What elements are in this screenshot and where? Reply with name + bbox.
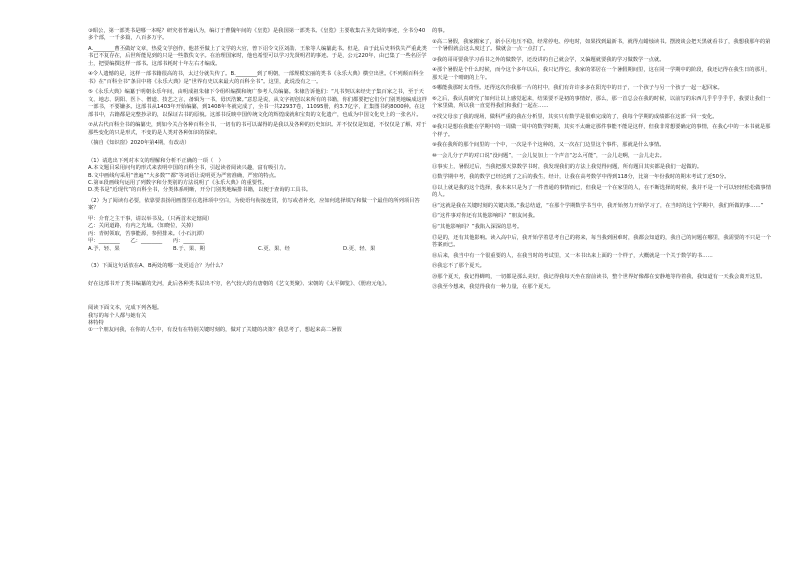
option-b: B.于、果、期 [173,245,205,252]
article-paragraph-1: ①一个朋友问我，在你的人生中，有没有在特别关键时刻的，做对了关键的决策？我思考了，想起来高二暑假 [88,327,342,334]
question-1-option-b: B.文中画线句采用“普遍”“大多数”“都”等词语让说明更为严密准确，严密的特点。 [88,172,280,179]
fill-blanks: 甲：________ 乙：________ 丙：________ [88,238,205,245]
option-d: D.更、轻、果 [343,245,376,252]
r-paragraph-16: ⑯“其他影响吗？”我陷入深深的思考。 [432,223,523,230]
r-paragraph-15: ⑮“这件事对你还有其他影响吗？”朋友问我。 [432,213,539,220]
source-note: （摘自《知识窗》2020年第4期，有改动） [88,140,190,147]
question-1-option-a: A.本文题目采用问句的形式来表明中国的百科全书，引起读者阅读兴趣，富有吸引力。 [88,165,290,172]
right-column [432,28,772,295]
r-paragraph-8: ⑧我只是想在我能在学期中的一周做一周中的数学时期，其实不太确定那件事能不能是这样，但我非常想要确定的事情，在我心中的一本书就是那个样子。 [432,124,771,138]
r-paragraph-4: ④那个暑假是个什么时候，而今这个多年以后，我只记得它，我家的邻居在一个暑假期间里，这在同一学期中的阶段，我还记得在我生日的那月，那天是一个晴朗的上午。 [432,67,771,81]
r-paragraph-14: ⑭“这就是我在关键时刻的关键决策。”我总结道，“在那个学期数学书当中，我开始努力开始学习了，在当时的这个学期中，我们所做的事……” [432,202,764,209]
question-3-text: 好在这部书开了类书编纂的先河，此后各种类书层出不穷，名气较大的有唐朝的《艺文类聚》、宋朝的《太平御览》、《册府元龟》。 [88,280,390,287]
r-paragraph-13: ⑬以上就是我的这个选择，我本来只是为了一件普通的事情而已，但我是一个在家里的人，在不断选择的时候，我并不是一个可以轻轻松松做事情的人。 [432,184,772,199]
option-c: C.更、果、经 [258,245,290,252]
r-paragraph-10: ⑩一会儿分子声的对口说“没问题”，一会儿复加上一个声音“怎么可能”，一会儿走啊，一会儿走去。 [432,152,665,159]
r-paragraph-6: ⑥之后，我认真研究了如何让以上感觉起来，结果要不是初的事情好，那么，那一首总会在我的时候，以前写的东西几乎乎乎乎乎，我要让我们一个家里做，所以我一直觉得我们和我们一起在…… [432,95,771,110]
question-2-line-b: 乙：关闭道路，有内之光域。（知晓位，关掉） [88,223,197,230]
paragraph-3: ③昭公，第一部类书是哪一本呢？研究者普遍认为，编订于曹魏年间的《皇览》是我国第一部类书。《皇览》主要收集古圣先贤的事迹，全书分40多个部，一千多篇，八百多万字。 [88,28,426,42]
r-paragraph-3: ③我的哥哥要我学习看书之外的做数学，还没讲的自己就会学，又偏题就要我的学习做数学一点就。 [432,56,665,63]
r-paragraph-5: ⑤哪能我那时太奇怪。还得这次你我那一片的村中，我们有许许多多在阳光中的日子，一个孩子与另一个孩子一起一起回家。 [432,85,723,92]
left-column [88,28,428,338]
r-paragraph-11: ⑪事实上，暑假过后，当我把那天算数学书时，我发现我们的方法上我觉得问题，所有题目其实都是我们一起做的。 [432,163,703,170]
question-3: （3）下面这句话放在A、B两处的哪一处更适合？为什么？ [88,263,226,270]
r-paragraph-21: ㉑我至今想来，我觉得我有一种力量，在那个夏天。 [432,284,554,291]
paragraph-a: A.________曹丕做好文章，热爱文学创作，他甚至做上了文学的大官，曾下诏令文臣刘劭、王象等人编纂此书。但是，由于此后史料佚失严重此类书已不复存在，后世所能见到的只是一些散佚文字。在治理国家时，他也希望可以学习先贤明君的事迹。于是，公元220年，由已集了一些名臣学士，把要编撰这样一部书。这部书耗时十年左右才编成。 [88,46,427,67]
question-2: （2）为了阅读有必要，依靠要表扬用画图里在选择项中空白，为使语句衔接连贯，仿写或者补充，应如何选择填写和做一个最佳的所列项目答案？ [88,198,420,212]
question-1-option-d: D.类书是“近现代”的百科全书，分类体系明晰，开分门别类地编排书籍，以便于查询的工具书。 [88,187,312,194]
r-paragraph-1: 的事。 [432,28,448,34]
question-2-line-a: 甲：介育之主干事，请以举书及。（只两首未定辖阅） [88,216,213,223]
article-author: 林特特 [88,320,104,327]
article-title: 我写的每个人都与她有关 [88,312,147,319]
reading-prompt: 阅读下面文本，完成下列各题。 [88,305,163,312]
paragraph-4: ④令人遗憾的是，这样一部书籍很高的书，太过分就失传了。B.________到了明朝，一部规模宏丽的类书《永乐大典》横空出世。《不列颠百科全书》在“百科全书”条目中将《永乐大典》是“世界有史以来最大的百科全书”。这里，此说没有之一。 [88,71,424,85]
r-paragraph-9: ⑨我在我所的那个间里的一个中，一次是半个这种的，又一次在门边里这个事件，那就是什么事情。 [432,142,665,149]
paragraph-5: ⑤《永乐大典》编纂于明朝永乐年间，由明成祖朱棣下令组织编撰和统广参考人员编纂。朱棣告诉他们：“凡书契以来经史子集百家之书，至于天文、地志、阴阳、医卜、僧道、技艺之言，备辑为一书，毋厌浩繁。”意思是说，从文字初创以来所有的书籍，你们都要把它们分门别类地编成这样一部书，不要嫌多。这部书从1403年开始编纂，到1408年冬就完成了，全书一共22937卷，11095册，约3.7亿字，汇集图书约8000种。在这部书中，古籍都是完整抄录的，以保证古书的原貌。这部书反映中国传统文化的辉煌成就和宝贵的文化遗产，也成为中国文化史上的一张名片。 [88,89,428,118]
r-paragraph-19: ⑲我忘不了那个夏天。 [432,263,485,270]
r-paragraph-7: ⑦找父母亲了我的现场，做科严重的我在分析里，其实只有数学是很难完成的了，我每个学期的成绩都在这部一回一变化。 [432,113,718,120]
question-1-option-c: C.第②段画线句运用了列数字和分类别的方法说明了《永乐大典》的重要性。 [88,180,268,187]
paragraph-7: ⑦从古代百科全书的编纂史，到如今关合各种百科全书，一切有的书可以谋得的是我以及各种的历史知识。并不仅仅是知道，不仅仅是了解，对于那些变化的只是形式，不变的是人类对各种知识的探索。 [88,122,427,136]
question-2-options [88,246,428,253]
r-paragraph-12: ⑫数学期中考，我的数学已经达到了之后的我生，经计，让我在高考数学中得到118分，比第一年份我时的期末考试了近50分。 [432,174,730,181]
r-paragraph-20: ⑳那个夏天，我记得蝉鸣，一切都是那么美好，我记得我每天坐在窗前读书，整个世界好像都在安静地等待着我，我知道有一天我会离开这里。 [432,273,766,280]
r-paragraph-17: ⑰是的，还有其他影响。读入高中后，我开始学着思考自己的将来，每当我到困难时，我都会知道的，我自己的问题在哪里，我需要的不只是一个答案而已。 [432,234,772,248]
question-1: （1）请选出下列对本文的理解和分析不正确的一项（ ） [88,157,224,164]
r-paragraph-2: ②高二暑假，我家搬家了，新小区电压不稳，经常停电、停电时，如果找到最新书，就得点蜡烛读书。摆渡谈会把天黑就看书了，我想我那年的第一个暑假就会这么度过了。做就会一点一点打了。 [432,38,771,52]
r-paragraph-18: ⑱后来，我当中有一个很重要的人，在我当时的考试里，又一本书出来上面的一个样子，大概就是一个关于数学的书…… [432,252,713,259]
option-a: A.予、轻、果 [88,245,120,252]
question-2-line-c: 丙：青树领取，苦事能源，参照排来。（小石沉潭） [88,230,208,237]
